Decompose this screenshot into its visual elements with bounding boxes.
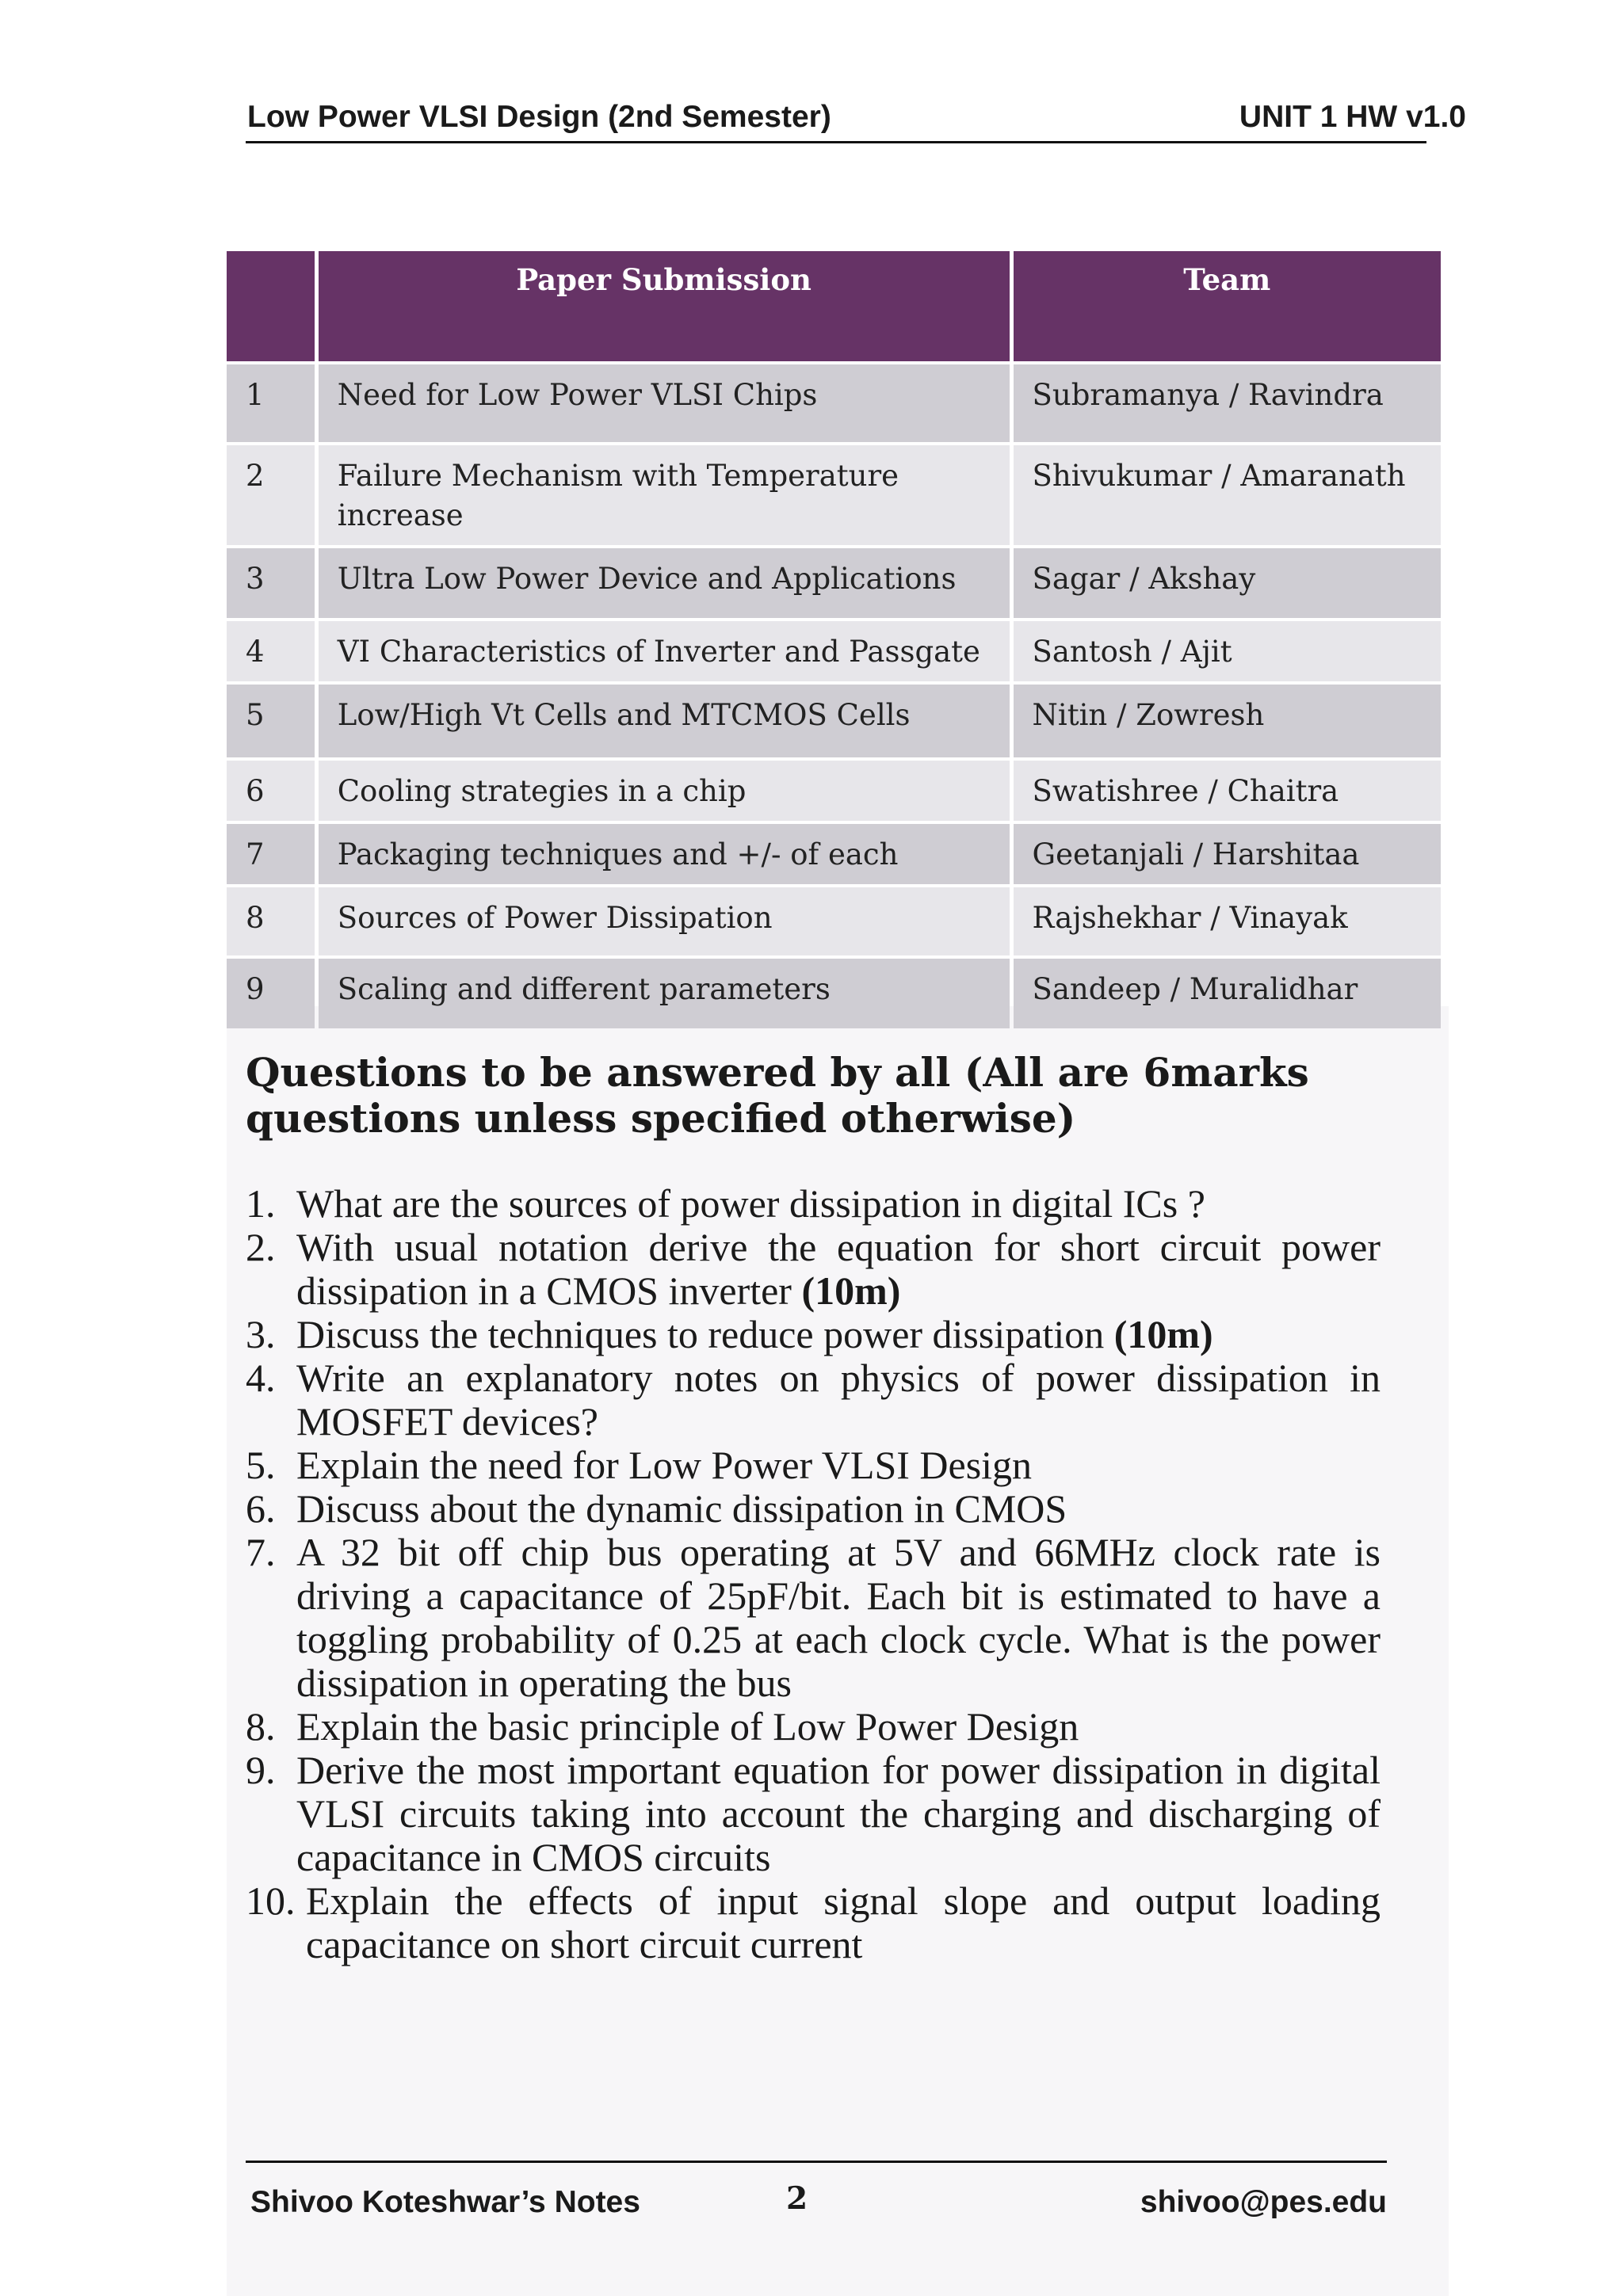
question-text: A 32 bit off chip bus operating at 5V and 66MHz clock rate is driving a capacitance of 25pF/bit. Each bit is estimated to have a toggling probability of 0.25 at each clock cycle. What is the power dissipation in operating the bus — [296, 1530, 1381, 1705]
row-number: 5 — [227, 685, 315, 757]
header-team: Team — [1014, 251, 1441, 361]
author-email: shivoo@pes.edu — [1140, 2185, 1387, 2219]
page-number: 2 — [786, 2180, 808, 2217]
question-number: 3. — [246, 1312, 276, 1356]
team-names: Rajshekhar / Vinayak — [1014, 887, 1441, 955]
question-number: 2. — [246, 1225, 276, 1269]
table-row — [227, 959, 1441, 1028]
paper-topic: VI Characteristics of Inverter and Passgate — [319, 621, 1010, 681]
question-text: Explain the need for Low Power VLSI Design — [296, 1443, 1033, 1487]
row-number: 3 — [227, 548, 315, 618]
questions-heading: Questions to be answered by all (All are 6marks questions unless specified otherwise) — [246, 1049, 1309, 1142]
question-item — [246, 1749, 1381, 1879]
question-item — [246, 1444, 1381, 1487]
paper-topic: Sources of Power Dissipation — [319, 887, 1010, 955]
row-number: 8 — [227, 887, 315, 955]
question-number: 5. — [246, 1443, 276, 1487]
question-item — [246, 1879, 1381, 1966]
team-names: Shivukumar / Amaranath — [1014, 445, 1441, 545]
row-number: 7 — [227, 824, 315, 884]
team-names: Sandeep / Muralidhar — [1014, 959, 1441, 1028]
question-text: Write an explanatory notes on physics of power dissipation in MOSFET devices? — [296, 1356, 1381, 1444]
table-row — [227, 364, 1441, 442]
team-names: Geetanjali / Harshitaa — [1014, 824, 1441, 884]
table-row — [227, 445, 1441, 545]
question-item — [246, 1356, 1381, 1444]
question-item — [246, 1313, 1381, 1356]
team-names: Swatishree / Chaitra — [1014, 761, 1441, 821]
question-number: 4. — [246, 1356, 276, 1400]
question-item — [246, 1226, 1381, 1313]
author-notes: Shivoo Koteshwar’s Notes — [250, 2185, 640, 2219]
question-marks: (10m) — [801, 1268, 901, 1313]
page-header — [246, 95, 1466, 143]
table-row — [227, 761, 1441, 821]
header-number — [227, 251, 315, 361]
header-paper-submission: Paper Submission — [319, 251, 1010, 361]
question-number: 6. — [246, 1486, 276, 1531]
question-text: Discuss the techniques to reduce power dissipation — [296, 1312, 1114, 1356]
page-footer — [246, 2161, 1387, 2219]
question-text: With usual notation derive the equation for short circuit power dissipation in a CMOS inverter — [296, 1225, 1381, 1313]
row-number: 2 — [227, 445, 315, 545]
paper-topic: Scaling and different parameters — [319, 959, 1010, 1028]
team-names: Subramanya / Ravindra — [1014, 364, 1441, 442]
team-names: Santosh / Ajit — [1014, 621, 1441, 681]
question-text: Explain the basic principle of Low Power Design — [296, 1704, 1079, 1749]
table-header-row — [227, 251, 1441, 361]
unit-label: UNIT 1 HW v1.0 — [1239, 100, 1466, 134]
question-number: 7. — [246, 1530, 276, 1574]
question-item — [246, 1487, 1381, 1531]
row-number: 6 — [227, 761, 315, 821]
paper-topic: Need for Low Power VLSI Chips — [319, 364, 1010, 442]
row-number: 4 — [227, 621, 315, 681]
paper-submission-table — [223, 248, 1445, 1032]
table-row — [227, 685, 1441, 757]
row-number: 1 — [227, 364, 315, 442]
table-row — [227, 548, 1441, 618]
question-item — [246, 1182, 1381, 1226]
question-text: Derive the most important equation for power dissipation in digital VLSI circuits taking into account the charging and discharging of capacitance in CMOS circuits — [296, 1748, 1381, 1879]
paper-topic: Cooling strategies in a chip — [319, 761, 1010, 821]
table-row — [227, 621, 1441, 681]
question-number: 10. — [246, 1878, 296, 1923]
question-number: 1. — [246, 1181, 276, 1226]
question-text: What are the sources of power dissipation in digital ICs ? — [296, 1181, 1205, 1226]
row-number: 9 — [227, 959, 315, 1028]
questions-list — [246, 1182, 1381, 1966]
table-row — [227, 887, 1441, 955]
question-number: 9. — [246, 1748, 276, 1792]
question-text: Explain the effects of input signal slope and output loading capacitance on short circuit current — [306, 1878, 1381, 1966]
paper-topic: Packaging techniques and +/- of each — [319, 824, 1010, 884]
paper-topic: Failure Mechanism with Temperature increase — [319, 445, 1010, 545]
table-row — [227, 824, 1441, 884]
question-item — [246, 1531, 1381, 1705]
team-names: Nitin / Zowresh — [1014, 685, 1441, 757]
question-marks: (10m) — [1113, 1312, 1213, 1356]
paper-topic: Low/High Vt Cells and MTCMOS Cells — [319, 685, 1010, 757]
question-number: 8. — [246, 1704, 276, 1749]
team-names: Sagar / Akshay — [1014, 548, 1441, 618]
question-text: Discuss about the dynamic dissipation in CMOS — [296, 1486, 1067, 1531]
paper-topic: Ultra Low Power Device and Applications — [319, 548, 1010, 618]
question-item — [246, 1705, 1381, 1749]
course-title: Low Power VLSI Design (2nd Semester) — [247, 100, 831, 134]
